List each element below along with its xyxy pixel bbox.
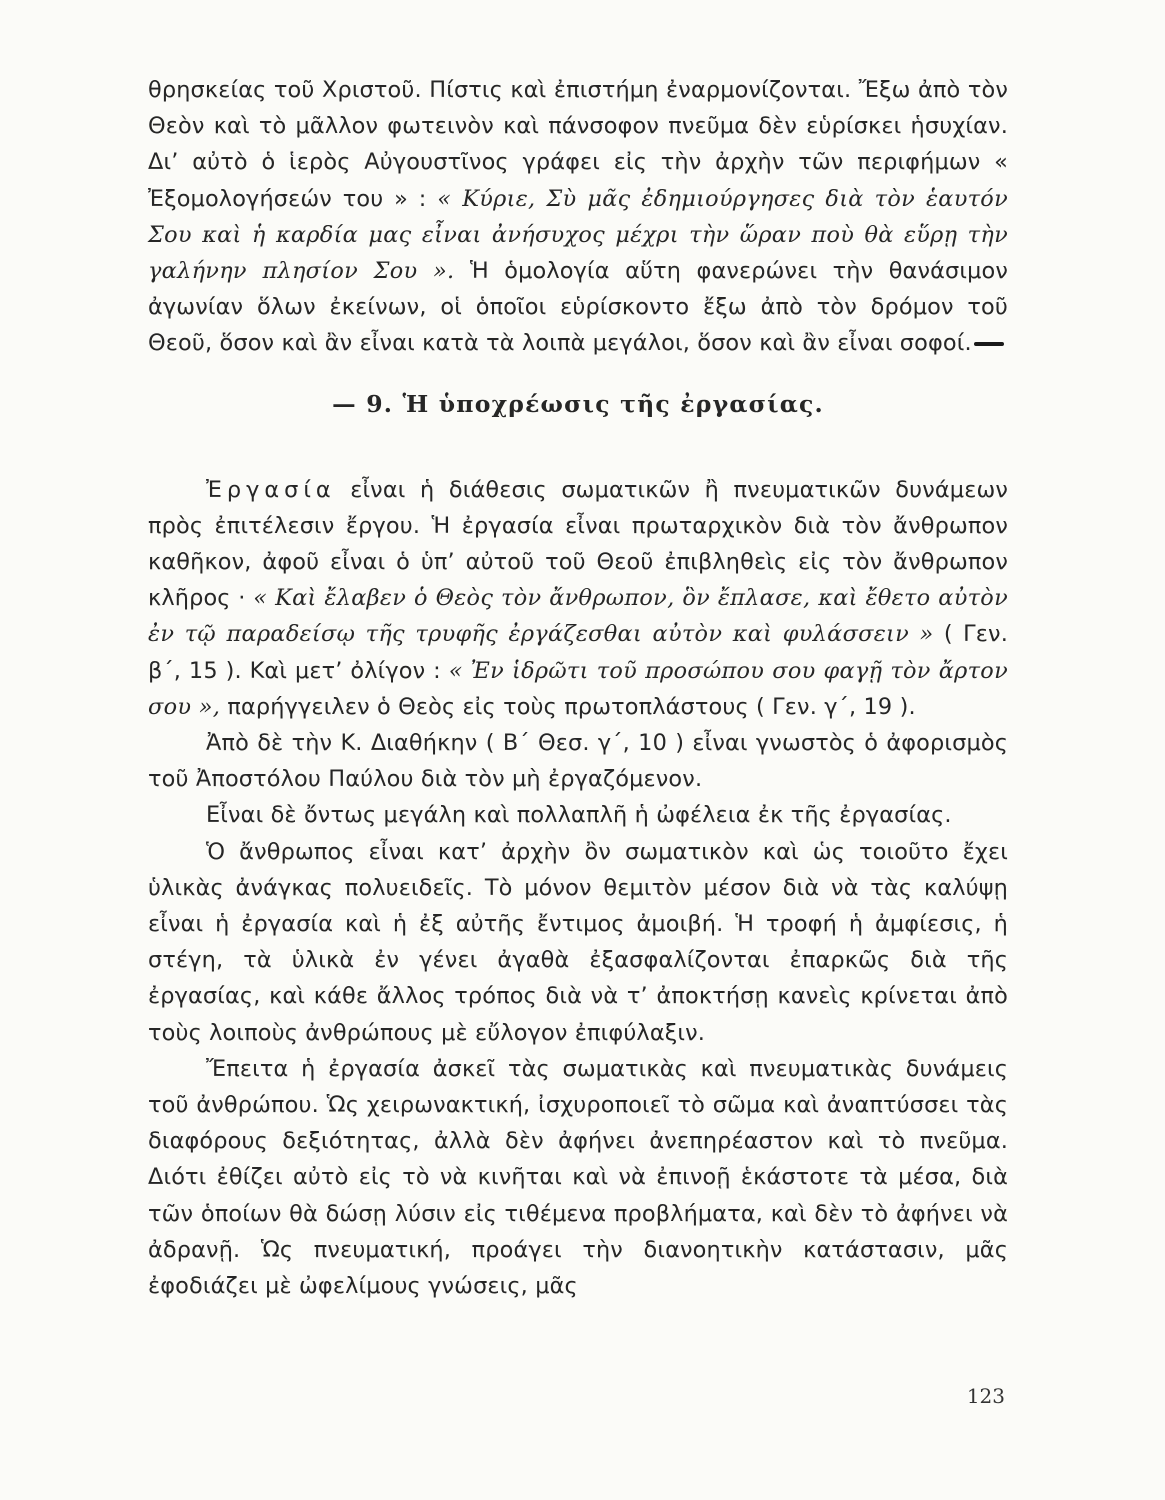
- ink-mark: [974, 342, 1004, 346]
- paragraph-definition-of-work: [148, 472, 1008, 725]
- spaced-term: Ἐργασία: [206, 476, 336, 503]
- paragraph-text: Ἡ ὁμολογία αὕτη φανερώνει τὴν θανάσιμον ἀγωνίαν ὅλων ἐκείνων, οἱ ὁποῖοι εὑρίσκοντο ἔξω ἀπὸ τὸν δρόμον τοῦ Θεοῦ, ὅσον καὶ ἂν εἶναι κατὰ τὰ λοιπὰ μεγάλοι, ὅσον καὶ ἂν εἶναι σοφοί.: [148, 258, 1008, 357]
- paragraph-text: θρησκείας τοῦ Χριστοῦ. Πίστις καὶ ἐπιστήμη ἐναρμονίζονται. Ἔξω ἀπὸ τὸν Θεὸν καὶ τὸ μᾶλλον φωτεινὸν καὶ πάνσοφον πνεῦμα δὲν εὑρίσκει ἡσυχίαν. Δι’ αὐτὸ ὁ ἱερὸς Αὐγουστῖνος γράφει εἰς τὴν ἀρχὴν τῶν περιφήμων « Ἐξομολογήσεών του » :: [148, 77, 1008, 212]
- section-heading: — 9. Ἡ ὑποχρέωσις τῆς ἐργασίας.: [332, 389, 824, 418]
- genesis-quote: « Καὶ ἔλαβεν ὁ Θεὸς τὸν ἄνθρωπον, ὃν ἔπλασε, καὶ ἔθετο αὐτὸν ἐν τῷ παραδείσῳ τῆς τρυφῆς ἐργάζεσθαι αὐτὸν καὶ φυλάσσειν »: [148, 585, 1008, 648]
- paragraph-text: εἶναι ἡ διάθεσις σωματικῶν ἢ πνευματικῶν δυνάμεων πρὸς ἐπιτέλεσιν ἔργου. Ἡ ἐργασία εἶναι πρωταρχικὸν διὰ τὸν ἄνθρωπον καθῆκον, ἀφοῦ εἶναι ὁ ὑπ’ αὐτοῦ τοῦ Θεοῦ ἐπιβληθεὶς εἰς τὸν ἄνθρωπον κλῆρος ·: [148, 476, 1008, 612]
- paragraph-faith-and-science: [148, 72, 1008, 362]
- paragraph-body-and-mind: Ἔπειτα ἡ ἐργασία ἀσκεῖ τὰς σωματικὰς καὶ πνευματικὰς δυνάμεις τοῦ ἀνθρώπου. Ὡς χειρωνακτική, ἰσχυροποιεῖ τὸ σῶμα καὶ ἀναπτύσσει τὰς διαφόρους δεξιότητας, ἀλλὰ δὲν ἀφήνει ἀνεπηρέαστον καὶ τὸ πνεῦμα. Διότι ἐθίζει αὐτὸ εἰς τὸ νὰ κινῆται καὶ νὰ ἐπινοῇ ἑκάστοτε τὰ μέσα, διὰ τῶν ὁποίων θὰ δώσῃ λύσιν εἰς τιθέμενα προβλήματα, καὶ δὲν τὸ ἀφήνει νὰ ἀδρανῇ. Ὡς πνευματική, προάγει τὴν διανοητικὴν κατάστασιν, μᾶς ἐφοδιάζει μὲ ὠφελίμους γνώσεις, μᾶς: [148, 1055, 1008, 1300]
- page-number: 123: [966, 1384, 1005, 1408]
- paragraph-material-needs: Ὁ ἄνθρωπος εἶναι κατ’ ἀρχὴν ὂν σωματικὸν καὶ ὡς τοιοῦτο ἔχει ὑλικὰς ἀνάγκας πολυειδεῖς. Τὸ μόνον θεμιτὸν μέσον διὰ νὰ τὰς καλύψῃ εἶναι ἡ ἐργασία καὶ ἡ ἐξ αὐτῆς ἔντιμος ἀμοιβή. Ἡ τροφή ἡ ἀμφίεσις, ἡ στέγη, τὰ ὑλικὰ ἐν γένει ἀγαθὰ ἐξασφαλίζονται ἐπαρκῶς διὰ τῆς ἐργασίας, καὶ κάθε ἄλλος τρόπος διὰ νὰ τ’ ἀποκτήσῃ κανεὶς κρίνεται ἀπὸ τοὺς λοιποὺς ἀνθρώπους μὲ εὔλογον ἐπιφύλαξιν.: [148, 838, 1008, 1046]
- paragraph-text: ( Γεν. β΄, 15 ). Καὶ μετ’ ὀλίγον :: [148, 621, 1008, 684]
- paragraph-text: παρήγγειλεν ὁ Θεὸς εἰς τοὺς πρωτοπλάστους ( Γεν. γ΄, 19 ).: [220, 693, 916, 720]
- augustine-quote: « Κύριε, Σὺ μᾶς ἐδημιούργησες διὰ τὸν ἑαυτόν Σου καὶ ἡ καρδία μας εἶναι ἀνήσυχος μέχρι τὴν ὥραν ποὺ θὰ εὕρῃ τὴν γαλήνην πλησίον Σου ».: [148, 185, 1008, 285]
- page-body: [148, 72, 1008, 1304]
- paragraph-benefit: Εἶναι δὲ ὄντως μεγάλη καὶ πολλαπλῆ ἡ ὠφέλεια ἐκ τῆς ἐργασίας.: [206, 802, 952, 829]
- genesis-quote: « Ἐν ἱδρῶτι τοῦ προσώπου σου φαγῇ τὸν ἄρτον σου »,: [148, 657, 1008, 720]
- paragraph-new-testament: Ἀπὸ δὲ τὴν Κ. Διαθήκην ( Β΄ Θεσ. γ΄, 10 ) εἶναι γνωστὸς ὁ ἀφορισμὸς τοῦ Ἀποστόλου Παύλου διὰ τὸν μὴ ἐργαζόμενον.: [148, 730, 1008, 793]
